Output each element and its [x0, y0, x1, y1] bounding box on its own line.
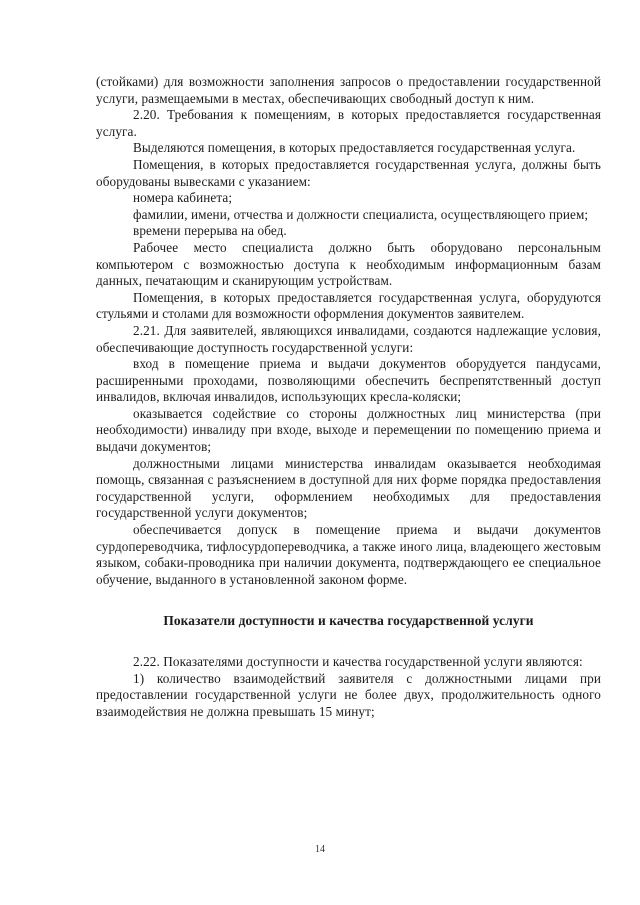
document-page [96, 74, 601, 720]
section-heading: Показатели доступности и качества государственной услуги [163, 613, 534, 629]
paragraph-furniture: Помещения, в которых предоставляется государственная услуга, оборудуются стульями и столами для возможности оформления документов заявителем. [96, 289, 601, 322]
list-item-lunch-break: времени перерыва на обед. [133, 223, 287, 239]
list-item-interactions-count: 1) количество взаимодействий заявителя с должностными лицами при предоставлении государственной услуги не более двух, продолжительность одного взаимодействия не должна превышать 15 минут; [96, 670, 601, 719]
paragraph-allocated-rooms: Выделяются помещения, в которых предоставляется государственная услуга. [133, 140, 576, 156]
list-item-interpreter-access: обеспечивается допуск в помещение приема и выдачи документов сурдопереводчика, тифлосурдопереводчика, а также иного лица, владеющего жестовым языком, собаки-проводника при наличии документа, подтверждающего ее специальное обучение, выданного в установленной законом форме. [96, 522, 601, 587]
page-number: 14 [315, 844, 325, 855]
paragraph-signage: Помещения, в которых предоставляется государственная услуга, должны быть оборудованы вывесками с указанием: [96, 156, 601, 189]
list-item-specialist-name: фамилии, имени, отчества и должности специалиста, осуществляющего прием; [133, 206, 589, 222]
list-item-assistance: оказывается содействие со стороны должностных лиц министерства (при необходимости) инвалиду при входе, выходе и перемещении по помещению приема и выдачи документов; [96, 405, 601, 455]
paragraph-continuation: (стойками) для возможности заполнения запросов о предоставлении государственной услуги, размещаемыми в местах, обеспечивающих свободный доступ к ним. [96, 74, 601, 106]
list-item-ramps: вход в помещение приема и выдачи документов оборудуется пандусами, расширенными проходами, позволяющими обеспечить беспрепятственный доступ инвалидов, включая инвалидов, использующих кресла-коляски; [96, 356, 601, 405]
paragraph-workplace: Рабочее место специалиста должно быть оборудовано персональным компьютером с возможностью доступа к необходимым информационным базам данных, печатающим и сканирующим устройствам. [96, 239, 601, 289]
paragraph-section-2-20: 2.20. Требования к помещениям, в которых предоставляется государственная услуга. [96, 107, 601, 139]
list-item-room-number: номера кабинета; [133, 190, 233, 206]
list-item-help-explanation: должностными лицами министерства инвалидам оказывается необходимая помощь, связанная с разъяснением в доступной для них форме порядка предоставления государственной услуги, оформлением необходимых для предоставления государственной услуги документов; [96, 455, 601, 521]
paragraph-section-2-22: 2.22. Показателями доступности и качества государственной услуги являются: [133, 654, 583, 669]
paragraph-section-2-21: 2.21. Для заявителей, являющихся инвалидами, создаются надлежащие условия, обеспечивающие доступность государственной услуги: [96, 322, 601, 355]
